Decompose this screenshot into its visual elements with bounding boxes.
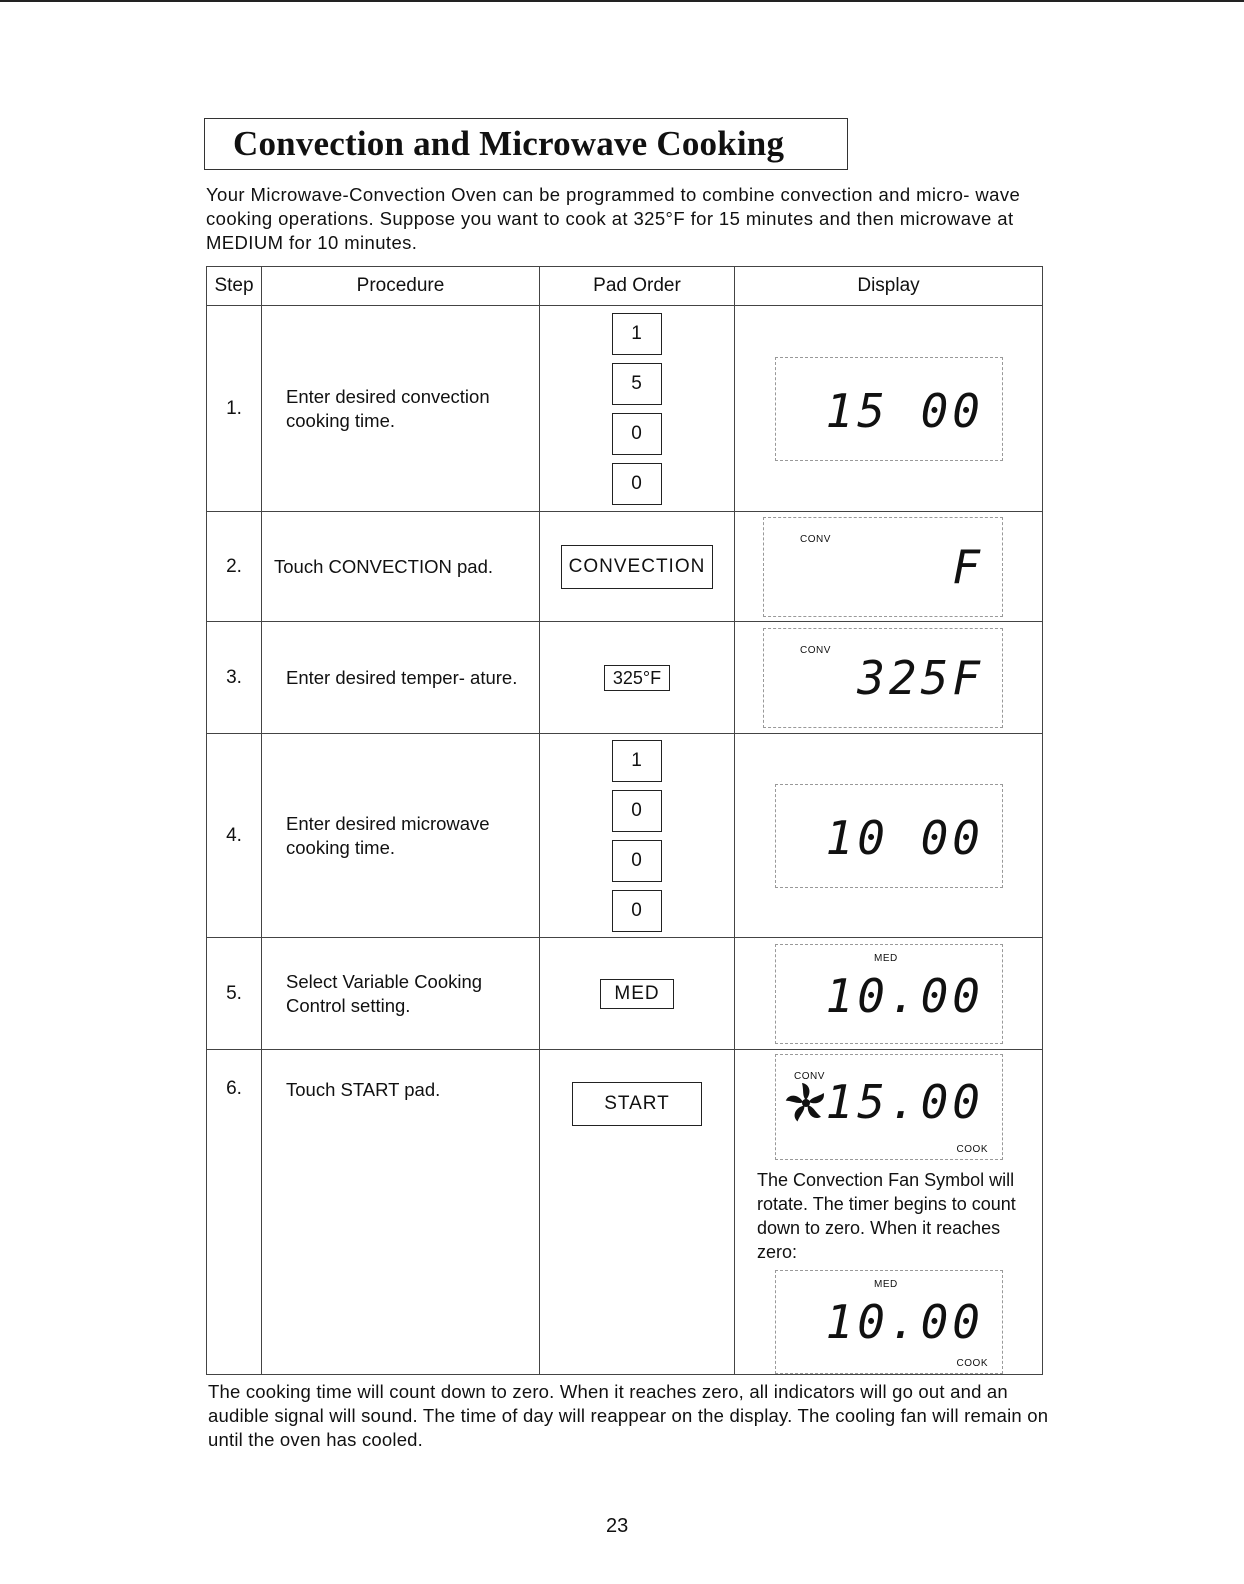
step-number: 2.	[207, 512, 262, 622]
procedure-text: Select Variable Cooking Control setting.	[262, 938, 540, 1050]
steps-table	[206, 266, 1043, 1375]
step-number: 4.	[207, 734, 262, 938]
pad-key: 0	[612, 890, 662, 932]
step-number: 3.	[207, 622, 262, 734]
lcd-display-final	[775, 1270, 1003, 1374]
fan-note: The Convection Fan Symbol will rotate. The timer begins to count down to zero. When it reaches zero:	[757, 1170, 1016, 1262]
step-number: 6.	[207, 1050, 262, 1375]
pad-key: 0	[612, 413, 662, 455]
pad-order-cell	[540, 622, 735, 734]
header-row	[207, 267, 1043, 306]
temperature-pad: 325°F	[604, 665, 670, 691]
closing-paragraph: The cooking time will count down to zero. When it reaches zero, all indicators will go out and an audible signal will sound. The time of day will reappear on the display. The cooling fan will remain on until the oven has cooled.	[208, 1381, 1049, 1450]
pad-order-cell	[540, 512, 735, 622]
table-row	[207, 938, 1043, 1050]
header-display: Display	[735, 267, 1043, 306]
display-cell	[735, 306, 1043, 512]
header-procedure: Procedure	[262, 267, 540, 306]
pad-key: 0	[612, 790, 662, 832]
start-pad: START	[572, 1082, 702, 1126]
display-digits: 325F	[857, 650, 984, 705]
display-digits: 10.00	[825, 968, 984, 1023]
intro-paragraph: Your Microwave-Convection Oven can be programmed to combine convection and micro- wave cooking operations. Suppose you want to cook at 325°F for 15 minutes and then microwave at MEDIUM for 10 minutes.	[206, 184, 1021, 253]
pad-order-cell	[540, 938, 735, 1050]
lcd-display	[763, 517, 1003, 617]
step-number: 1.	[207, 306, 262, 512]
conv-indicator: CONV	[794, 1071, 825, 1082]
procedure-text: Enter desired temper- ature.	[262, 622, 540, 734]
pad-order-cell	[540, 734, 735, 938]
display-digits: 10.00	[825, 1295, 984, 1349]
lcd-display	[775, 944, 1003, 1044]
med-indicator: MED	[874, 1279, 898, 1290]
cook-indicator: COOK	[956, 1358, 988, 1369]
page-number: 23	[606, 1515, 629, 1537]
procedure-text: Touch START pad.	[262, 1050, 540, 1375]
pad-key: 1	[612, 740, 662, 782]
title-box	[204, 118, 848, 170]
pad-key: 5	[612, 363, 662, 405]
display-cell	[735, 1050, 1043, 1375]
procedure-text: Touch CONVECTION pad.	[262, 512, 540, 622]
page-title: Convection and Microwave Cooking	[233, 124, 785, 163]
med-pad: MED	[600, 979, 674, 1009]
display-cell	[735, 512, 1043, 622]
procedure-text: Enter desired microwave cooking time.	[262, 734, 540, 938]
pad-key: 0	[612, 840, 662, 882]
table-row	[207, 306, 1043, 512]
table-row	[207, 512, 1043, 622]
step-number: 5.	[207, 938, 262, 1050]
table-row	[207, 622, 1043, 734]
display-digits: 15.00	[825, 1075, 984, 1129]
header-step: Step	[207, 267, 262, 306]
conv-indicator: CONV	[800, 533, 831, 545]
pad-order-cell	[540, 306, 735, 512]
display-cell	[735, 734, 1043, 938]
table-row	[207, 1050, 1043, 1375]
top-rule	[0, 0, 1244, 2]
lcd-display	[775, 784, 1003, 888]
convection-pad: CONVECTION	[561, 545, 713, 589]
procedure-text: Enter desired convection cooking time.	[262, 306, 540, 512]
display-digits: F	[952, 539, 984, 594]
conv-indicator: CONV	[800, 644, 831, 656]
pad-order-cell	[540, 1050, 735, 1375]
display-cell	[735, 622, 1043, 734]
lcd-display	[763, 628, 1003, 728]
cook-indicator: COOK	[956, 1144, 988, 1155]
display-digits: 15 00	[825, 383, 984, 438]
display-cell	[735, 938, 1043, 1050]
med-indicator: MED	[874, 952, 898, 964]
convection-fan-icon	[784, 1081, 828, 1125]
pad-key: 1	[612, 313, 662, 355]
pad-key: 0	[612, 463, 662, 505]
display-digits: 10 00	[825, 810, 984, 865]
header-pad-order: Pad Order	[540, 267, 735, 306]
lcd-display	[775, 357, 1003, 461]
lcd-display	[775, 1054, 1003, 1160]
table-row	[207, 734, 1043, 938]
